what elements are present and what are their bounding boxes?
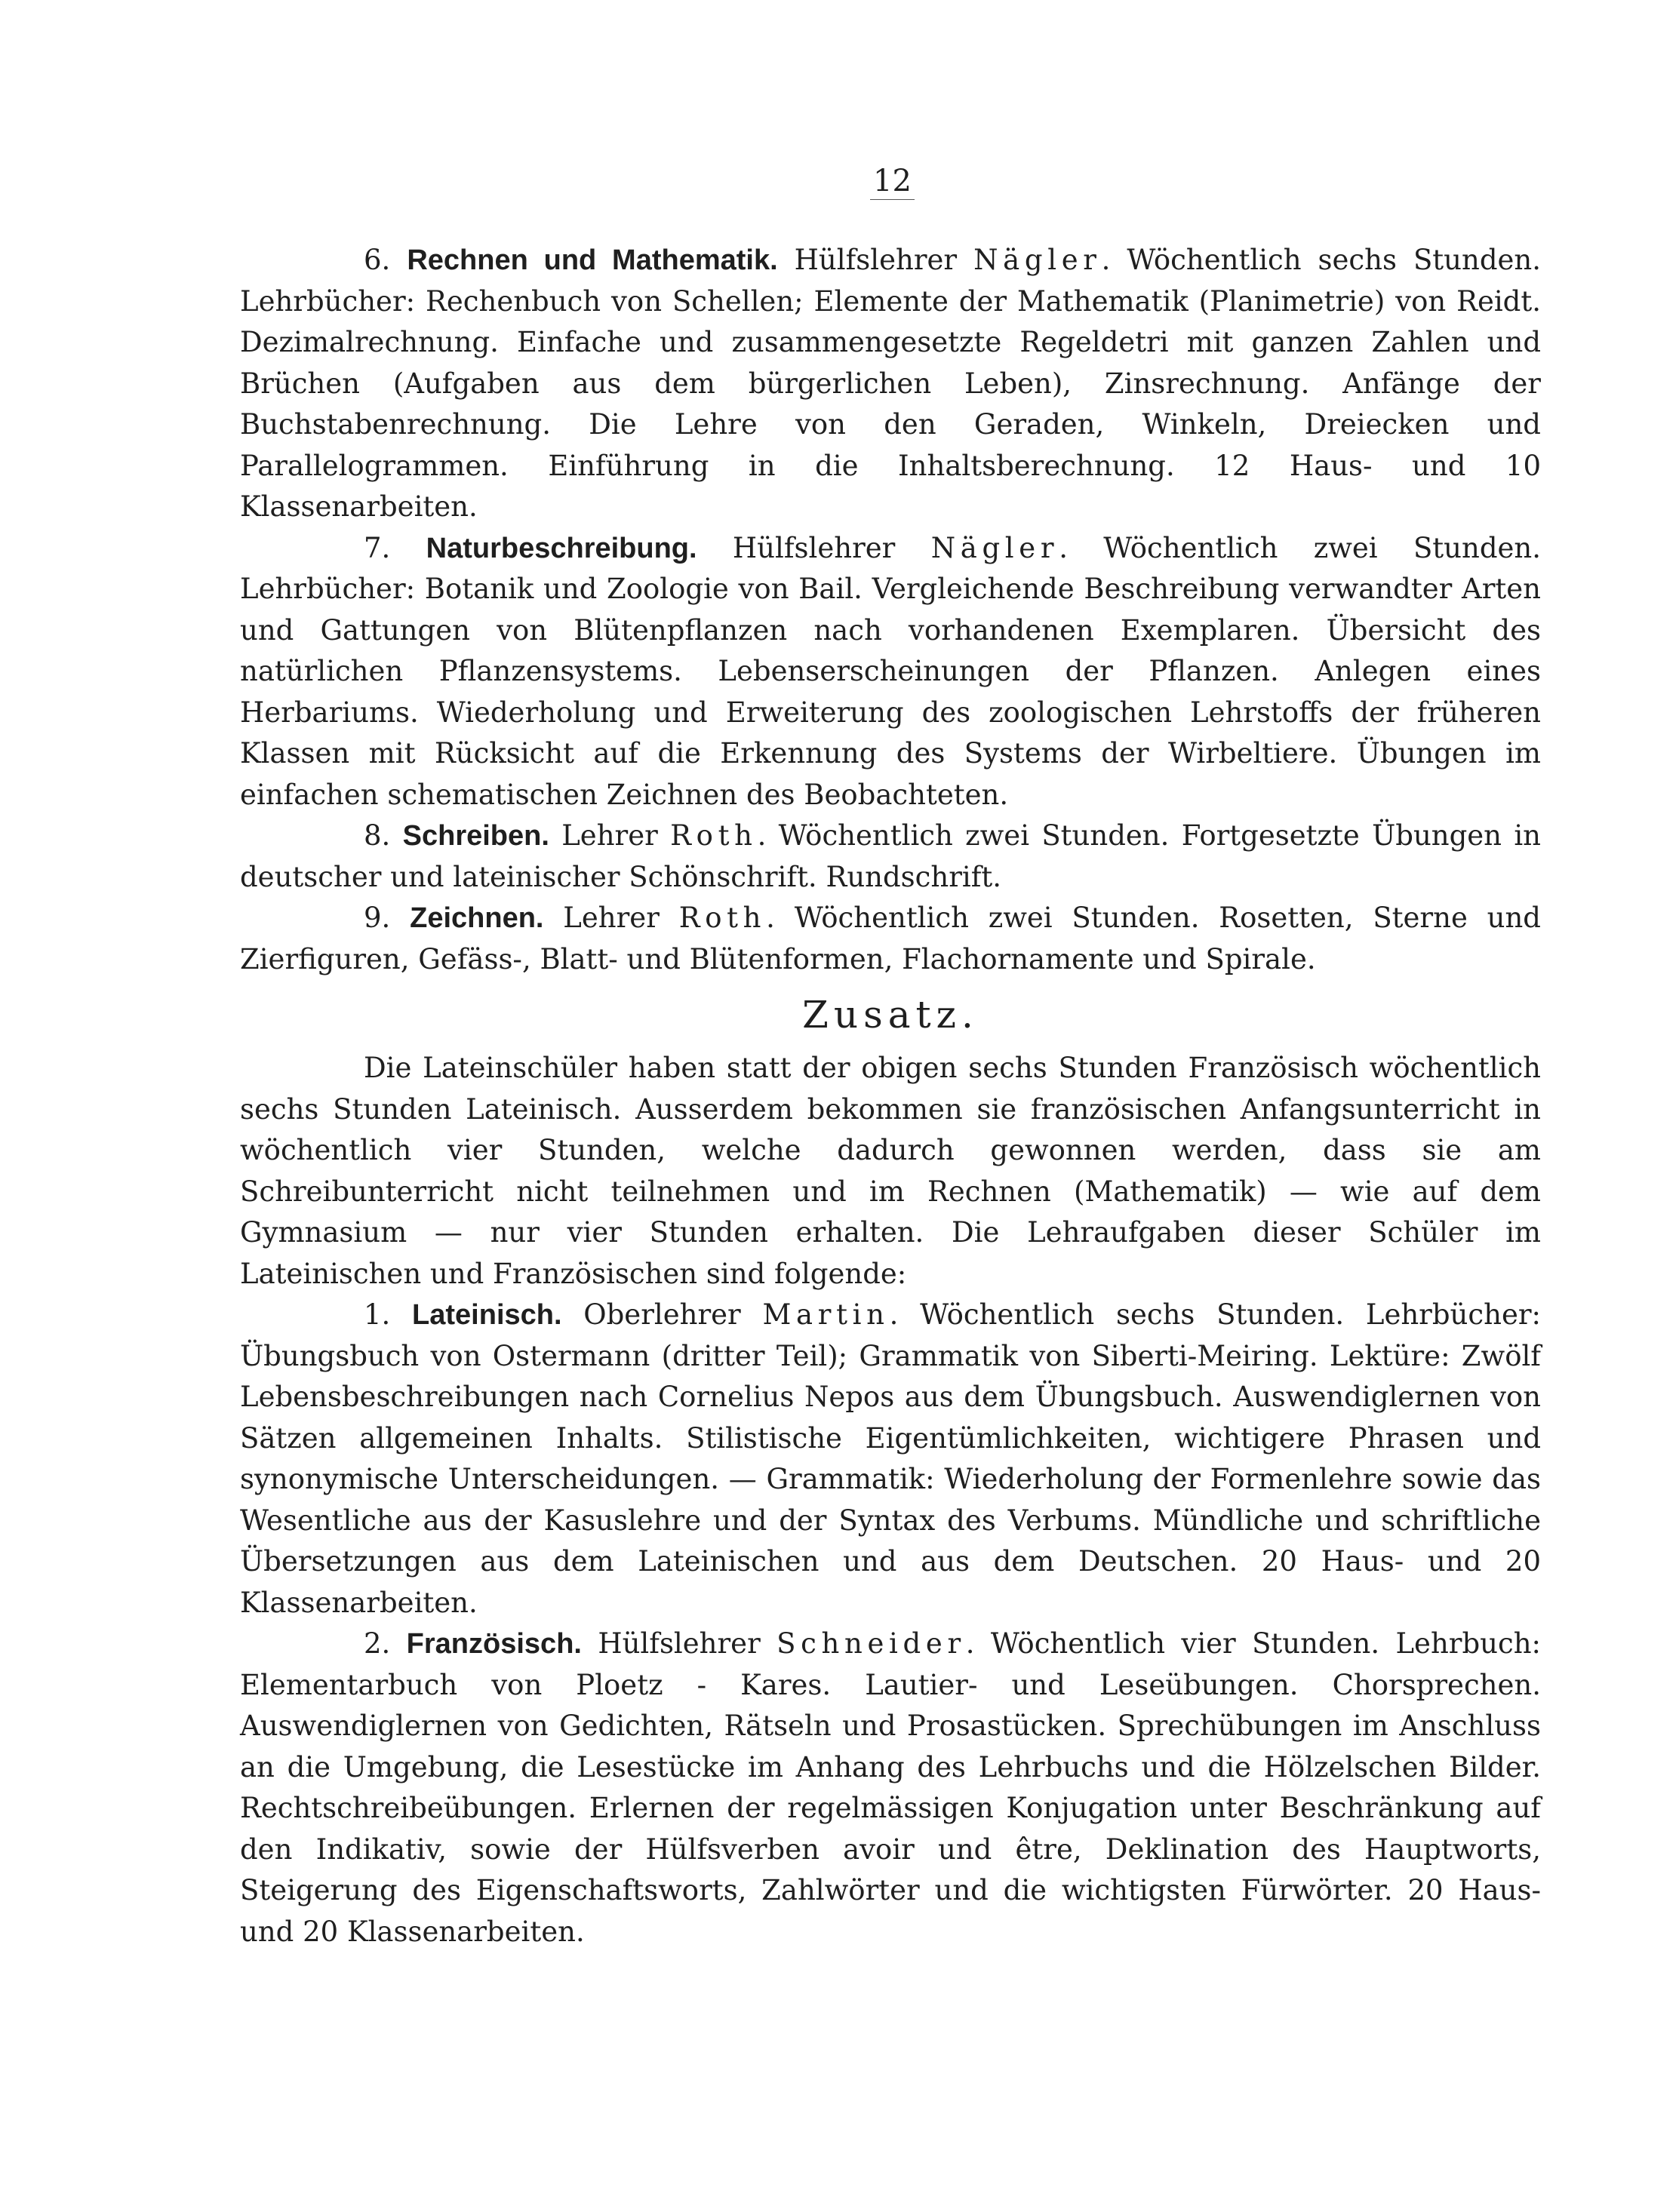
section-title-zusatz: Zusatz. [802, 993, 979, 1037]
item-lead: Lehrer [549, 819, 671, 852]
item-heading: Naturbeschreibung. [426, 532, 697, 564]
item-naturbeschreibung [240, 528, 1541, 816]
item-teacher: Roth [678, 902, 767, 934]
item-number: 8. [364, 819, 391, 852]
item-teacher: Nägler [973, 244, 1102, 276]
item-franzoesisch [240, 1624, 1541, 1952]
item-lead: Hülfslehrer [697, 531, 931, 564]
item-teacher: Nägler [930, 531, 1059, 564]
item-text: . Wöchentlich zwei Stunden. Lehrbücher: Botanik und Zoologie von Bail. Vergleichende Beschreibung verwandter Arten und Gattungen von Blütenpflanzen nach vorhandenen Exemplaren. Übersicht des natürlichen Pflanzensystems. Lebenserscheinungen der Pflanzen. Anlegen eines Herbariums. Wiederholung und Erweiterung des zoologischen Lehrstoffs der früheren Klassen mit Rücksicht auf die Erkennung des Systems der Wirbeltiere. Übungen im einfachen schematischen Zeichnen des Beobachteten. [240, 531, 1542, 811]
item-teacher: Martin [762, 1298, 890, 1331]
item-number: 7. [364, 531, 391, 564]
item-heading: Zeichnen. [410, 902, 544, 934]
item-schreiben [240, 816, 1541, 898]
item-heading: Rechnen und Mathematik. [407, 244, 778, 276]
item-rechnen [240, 240, 1541, 528]
item-teacher: Roth [670, 819, 758, 852]
item-teacher: Schneider [776, 1627, 966, 1660]
item-lead: Hülfslehrer [777, 244, 974, 276]
item-lead: Hülfslehrer [581, 1627, 777, 1660]
item-text: . Wöchentlich zwei Stunden. Rosetten, Sterne und Zierfiguren, Gefäss-, Blatt- und Blütenformen, Flachornamente und Spirale. [240, 902, 1541, 975]
item-heading: Lateinisch. [412, 1299, 562, 1331]
item-text: . Wöchentlich sechs Stunden. Lehrbücher: Rechenbuch von Schellen; Elemente der Mathematik (Planimetrie) von Reidt. Dezimalrechnung. Einfache und zusammengesetzte Regeldetri mit ganzen Zahlen und Brüchen (Aufgaben aus dem bürgerlichen Leben), Zinsrechnung. Anfänge der Buchstabenrechnung. Die Lehre von den Geraden, Winkeln, Dreiecken und Parallelogrammen. Einführung in die Inhaltsberechnung. 12 Haus- und 10 Klassenarbeiten. [240, 244, 1542, 523]
item-number: 2. [364, 1627, 391, 1660]
item-text: . Wöchentlich zwei Stunden. Fortgesetzte Übungen in deutscher und lateinischer Schönschrift. Rundschrift. [240, 819, 1541, 893]
item-heading: Schreiben. [402, 820, 549, 852]
item-zeichnen [240, 898, 1541, 980]
item-lateinisch [240, 1295, 1541, 1624]
item-number: 6. [364, 244, 391, 276]
item-text: . Wöchentlich vier Stunden. Lehrbuch: Elementarbuch von Ploetz - Kares. Lautier- und Leseübungen. Chorsprechen. Auswendiglernen von Gedichten, Rätseln und Prosastücken. Sprechübungen im Anschluss an die Umgebung, die Lesestücke im Anhang des Lehrbuchs und die Hölzelschen Bilder. Rechtschreibeübungen. Erlernen der regelmässigen Konjugation unter Beschränkung auf den Indikativ, sowie der Hülfsverben avoir und être, Deklination des Hauptworts, Steigerung des Eigenschaftsworts, Zahlwörter und die wichtigsten Fürwörter. 20 Haus- und 20 Klassenarbeiten. [240, 1627, 1542, 1948]
item-lead: Oberlehrer [561, 1298, 763, 1331]
text-column [240, 240, 1541, 1952]
item-number: 1. [364, 1298, 391, 1331]
zusatz-intro: Die Lateinschüler haben statt der obigen sechs Stunden Französisch wöchentlich sechs Stunden Lateinisch. Ausserdem bekommen sie französischen Anfangsunterricht in wöchentlich vier Stunden, welche dadurch gewonnen werden, dass sie am Schreibunterricht nicht teilnehmen und im Rechnen (Mathematik) — wie auf dem Gymnasium — nur vier Stunden erhalten. Die Lehraufgaben dieser Schüler im Lateinischen und Französischen sind folgende: [240, 1052, 1541, 1290]
page-number: 12 [870, 164, 915, 200]
item-lead: Lehrer [543, 902, 679, 934]
item-number: 9. [364, 902, 391, 934]
item-heading: Französisch. [406, 1628, 582, 1660]
item-text: . Wöchentlich sechs Stunden. Lehrbücher: Übungsbuch von Ostermann (dritter Teil); Grammatik von Siberti-Meiring. Lektüre: Zwölf Lebensbeschreibungen nach Cornelius Nepos aus dem Übungsbuch. Auswendiglernen von Sätzen allgemeinen Inhalts. Stilistische Eigentümlichkeiten, wichtigere Phrasen und synonymische Unterscheidungen. — Grammatik: Wiederholung der Formenlehre sowie das Wesentliche aus der Kasuslehre und der Syntax des Verbums. Mündliche und schriftliche Übersetzungen aus dem Lateinischen und aus dem Deutschen. 20 Haus- und 20 Klassenarbeiten. [240, 1298, 1541, 1619]
